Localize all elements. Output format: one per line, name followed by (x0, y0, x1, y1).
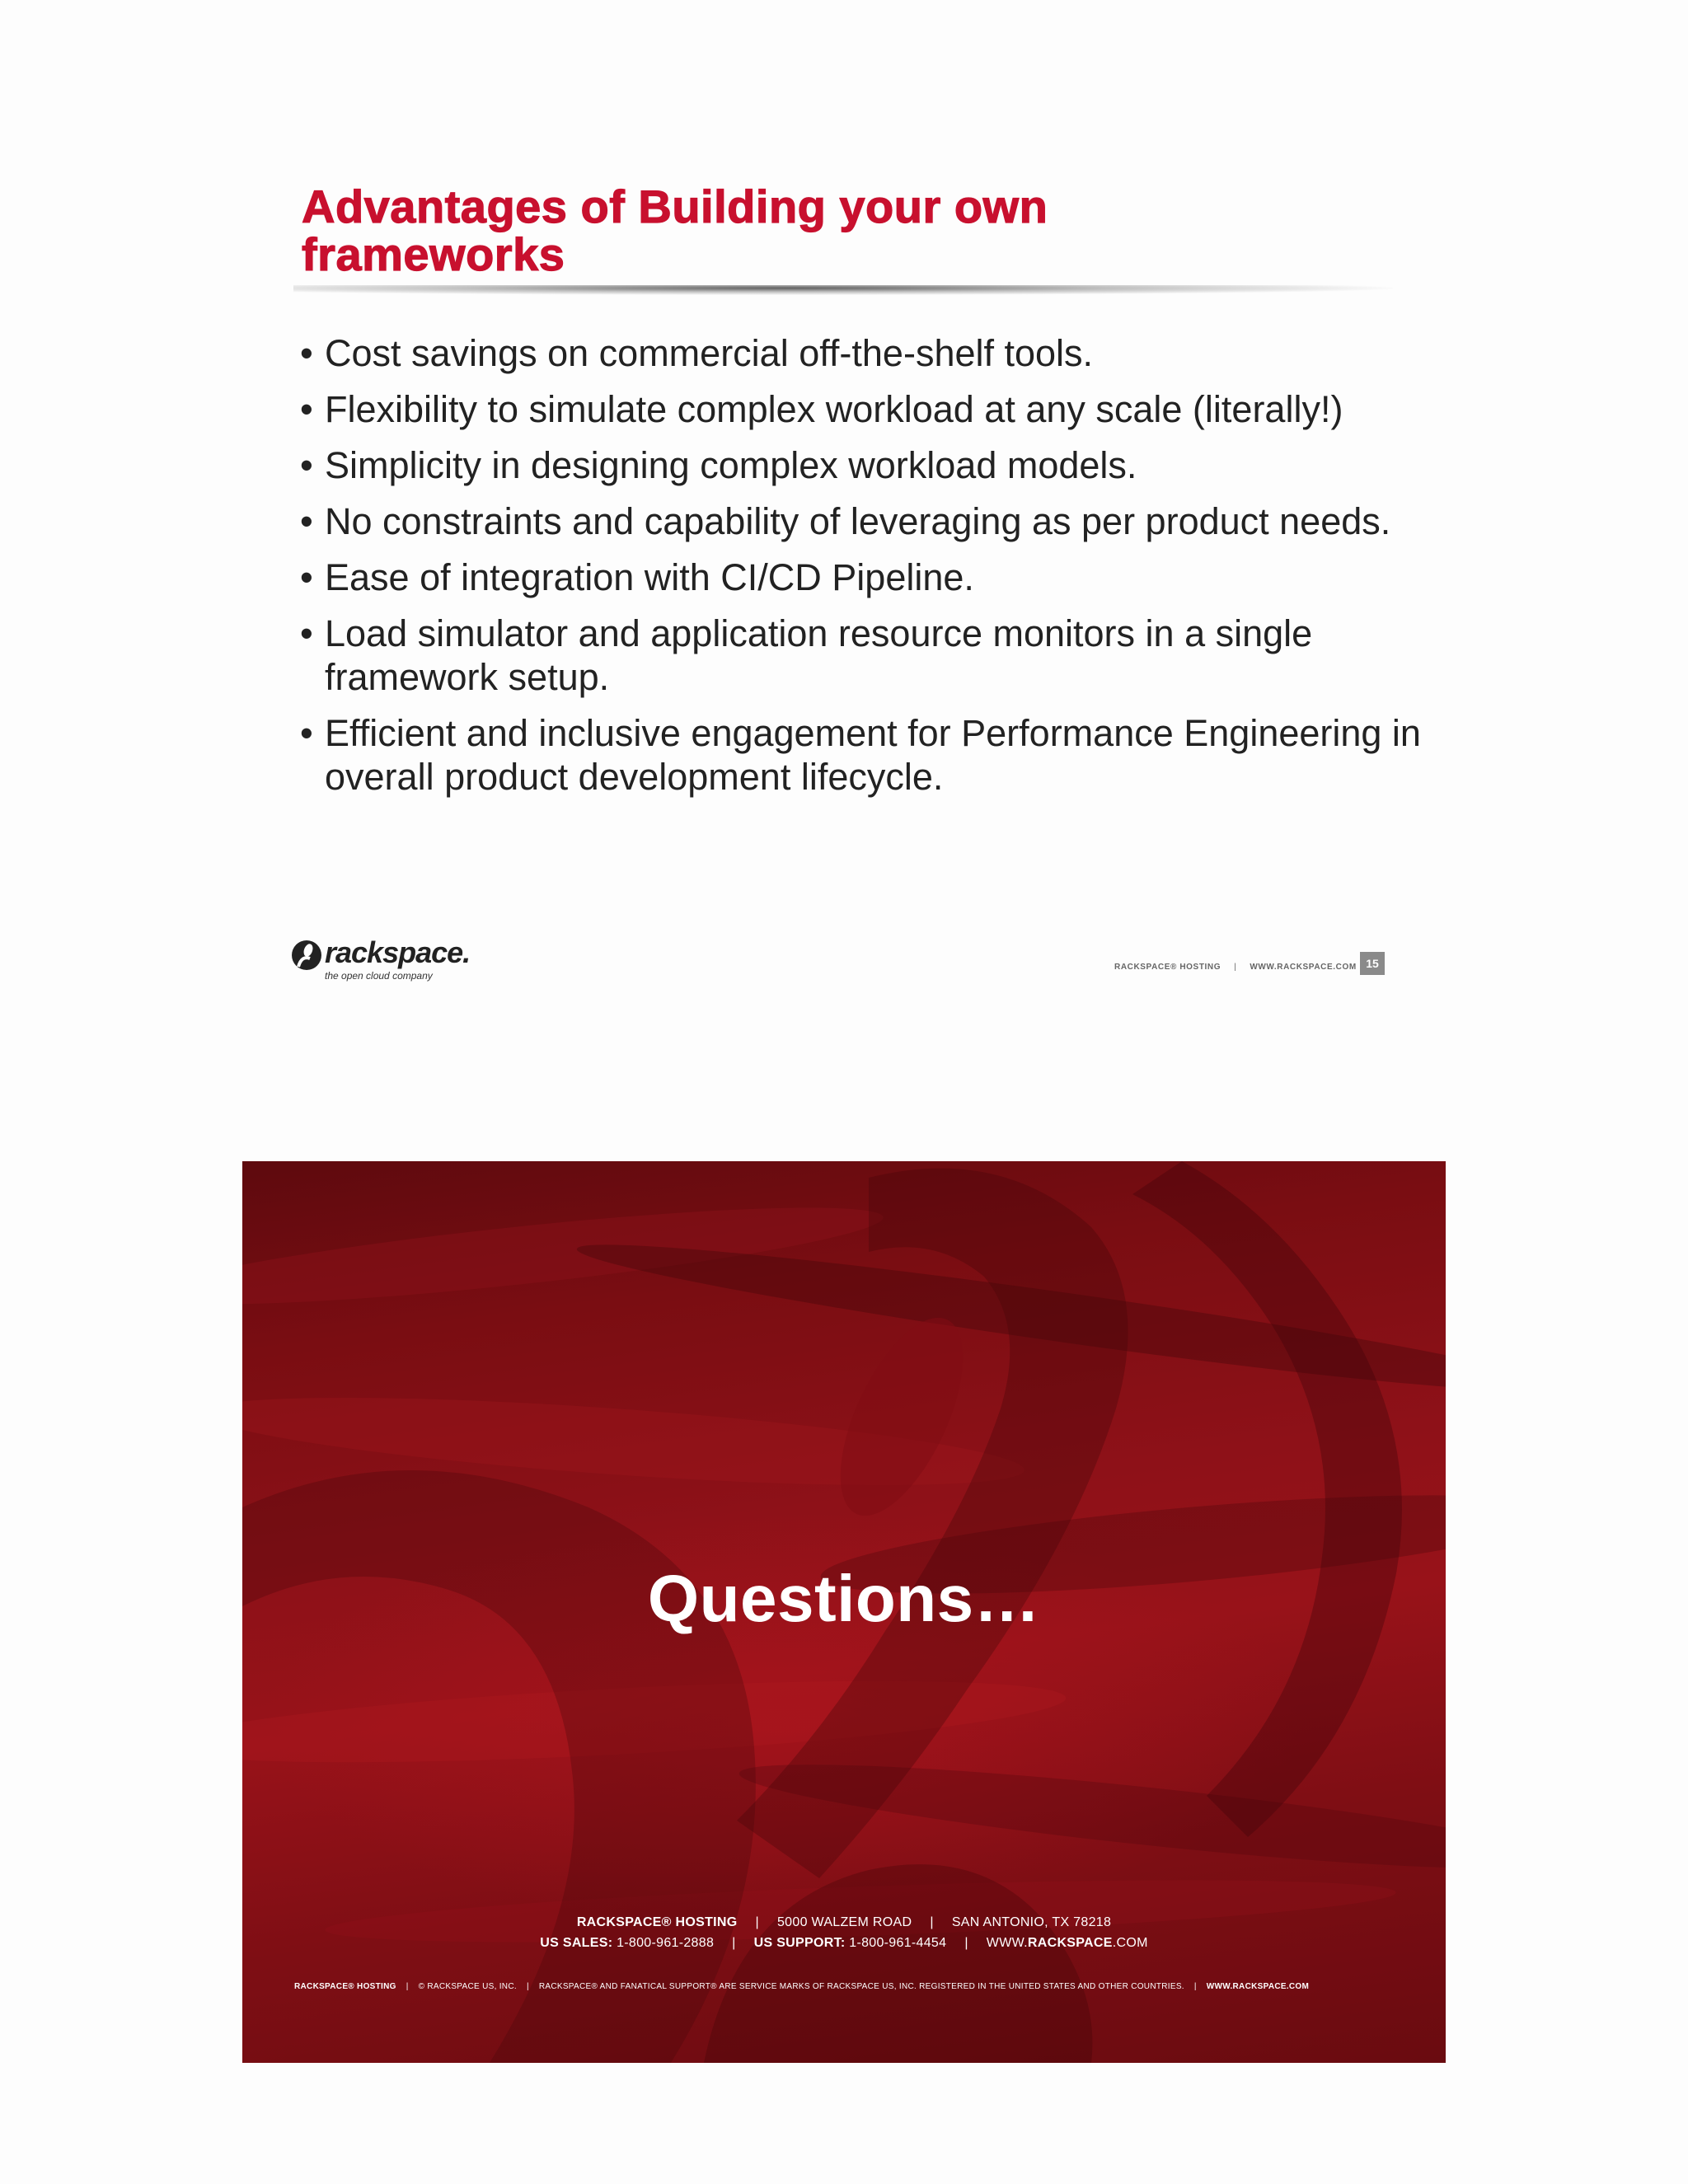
separator: | (526, 1982, 529, 1991)
list-item (300, 331, 1421, 375)
list-item (300, 555, 1421, 599)
contact-city: SAN ANTONIO, TX 78218 (951, 1915, 1112, 1929)
legal-footer (294, 1982, 1309, 1991)
advantages-list (300, 331, 1421, 811)
rackspace-logo-icon (290, 939, 323, 972)
separator: | (1193, 1982, 1197, 1991)
bullet-icon: • (300, 332, 313, 374)
slide-title (302, 180, 1456, 280)
logo-wordmark: rackspace. (325, 935, 471, 969)
logo-tagline: the open cloud company (325, 970, 433, 982)
url-prefix: WWW. (986, 1936, 1028, 1950)
questions-heading: Questions… (647, 1562, 1041, 1635)
contact-company: RACKSPACE® HOSTING (576, 1915, 738, 1929)
list-item-text: Load simulator and application resource monitors in a single framework setup. (325, 612, 1313, 698)
footer-separator: | (1234, 963, 1237, 972)
separator: | (930, 1915, 934, 1929)
contact-line-phones (242, 1936, 1446, 1951)
list-item-text: Ease of integration with CI/CD Pipeline. (325, 556, 974, 598)
list-item-text: No constraints and capability of leveraging as per product needs. (325, 500, 1391, 542)
list-item (300, 612, 1421, 699)
legal-copyright: © RACKSPACE US, INC. (418, 1982, 517, 1991)
list-item-text: Flexibility to simulate complex workload at any scale (literally!) (325, 388, 1343, 430)
legal-company: RACKSPACE® HOSTING (294, 1982, 396, 1991)
url-brand: RACKSPACE (1027, 1936, 1113, 1950)
support-label: US SUPPORT: (753, 1936, 846, 1950)
url-suffix: .COM (1112, 1936, 1148, 1950)
support-number: 1-800-961-4454 (849, 1936, 947, 1950)
list-item-text: Cost savings on commercial off-the-shelf tools. (325, 332, 1094, 374)
slide-questions (242, 1161, 1446, 2063)
bullet-icon: • (300, 444, 313, 486)
slide-title-line-1: Advantages of Building your own (302, 180, 1048, 232)
slide-advantages (0, 0, 1688, 1014)
title-divider (293, 285, 1393, 295)
list-item (300, 711, 1421, 799)
separator: | (964, 1936, 968, 1950)
rackspace-logo (290, 935, 471, 985)
page-number-badge: 15 (1360, 952, 1385, 975)
separator: | (732, 1936, 736, 1950)
sales-number: 1-800-961-2888 (617, 1936, 715, 1950)
footer-url: WWW.RACKSPACE.COM (1250, 963, 1357, 972)
legal-marks: RACKSPACE® AND FANATICAL SUPPORT® ARE SERVICE MARKS OF RACKSPACE US, INC. REGISTERED IN THE UNITED STATES AND OTHER COUNTRIES. (538, 1982, 1184, 1991)
bullet-icon: • (300, 612, 313, 654)
separator: | (755, 1915, 759, 1929)
bullet-icon: • (300, 388, 313, 430)
list-item-text: Simplicity in designing complex workload models. (325, 444, 1137, 486)
sales-label: US SALES: (540, 1936, 613, 1950)
list-item (300, 443, 1421, 487)
footer-company: RACKSPACE® HOSTING (1114, 963, 1221, 972)
list-item-text: Efficient and inclusive engagement for Performance Engineering in overall product development lifecycle. (325, 712, 1421, 798)
separator: | (406, 1982, 409, 1991)
bullet-icon: • (300, 500, 313, 542)
legal-url: WWW.RACKSPACE.COM (1206, 1982, 1310, 1991)
list-item (300, 387, 1421, 431)
slide-footer (1114, 963, 1357, 972)
bullet-icon: • (300, 556, 313, 598)
contact-address: 5000 WALZEM ROAD (776, 1915, 912, 1929)
list-item (300, 499, 1421, 543)
slide-title-line-2: frameworks (302, 228, 565, 280)
bullet-icon: • (300, 712, 313, 754)
contact-line-address (242, 1915, 1446, 1930)
